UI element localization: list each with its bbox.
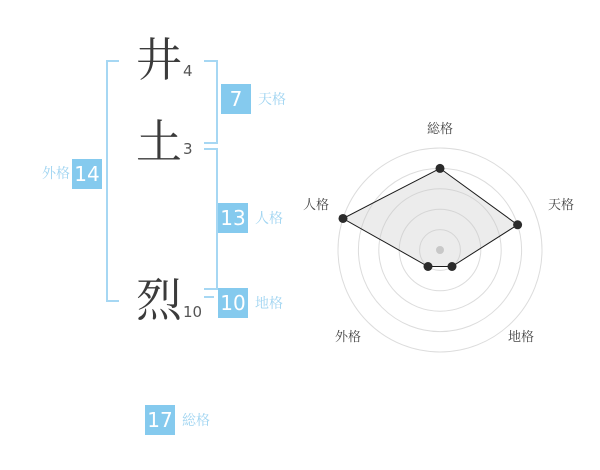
- radar-axis-label-soukaku: 総格: [426, 122, 453, 137]
- soukaku-value: 17: [145, 405, 175, 435]
- chikaku-label: 地格: [255, 296, 283, 312]
- stroke-count-2: 3: [183, 140, 193, 158]
- tenkaku-bracket: [204, 60, 218, 144]
- chikaku-value: 10: [218, 288, 248, 318]
- tenkaku-label: 天格: [258, 92, 286, 108]
- jinkaku-bracket: [204, 148, 218, 290]
- chikaku-tick: [204, 296, 214, 298]
- soukaku-label: 総格: [182, 413, 210, 429]
- radar-chart: [300, 110, 580, 390]
- gaikaku-value: 14: [72, 159, 102, 189]
- tenkaku-value: 7: [221, 84, 251, 114]
- name-character-2: 土: [136, 115, 182, 169]
- name-character-3: 烈: [136, 273, 182, 327]
- radar-axis-label-gaikaku: 外格: [335, 330, 362, 345]
- name-character-1: 井: [136, 33, 182, 87]
- stroke-count-3: 10: [183, 303, 203, 321]
- radar-axis-label-tenkaku: 天格: [548, 198, 575, 213]
- jinkaku-value: 13: [218, 203, 248, 233]
- gaikaku-label: 外格: [42, 166, 70, 182]
- radar-axis-label-chikaku: 地格: [508, 330, 535, 345]
- stroke-count-1: 4: [183, 62, 193, 80]
- jinkaku-label: 人格: [255, 211, 283, 227]
- gaikaku-bracket: [106, 60, 119, 302]
- radar-axis-label-jinkaku: 人格: [303, 198, 330, 213]
